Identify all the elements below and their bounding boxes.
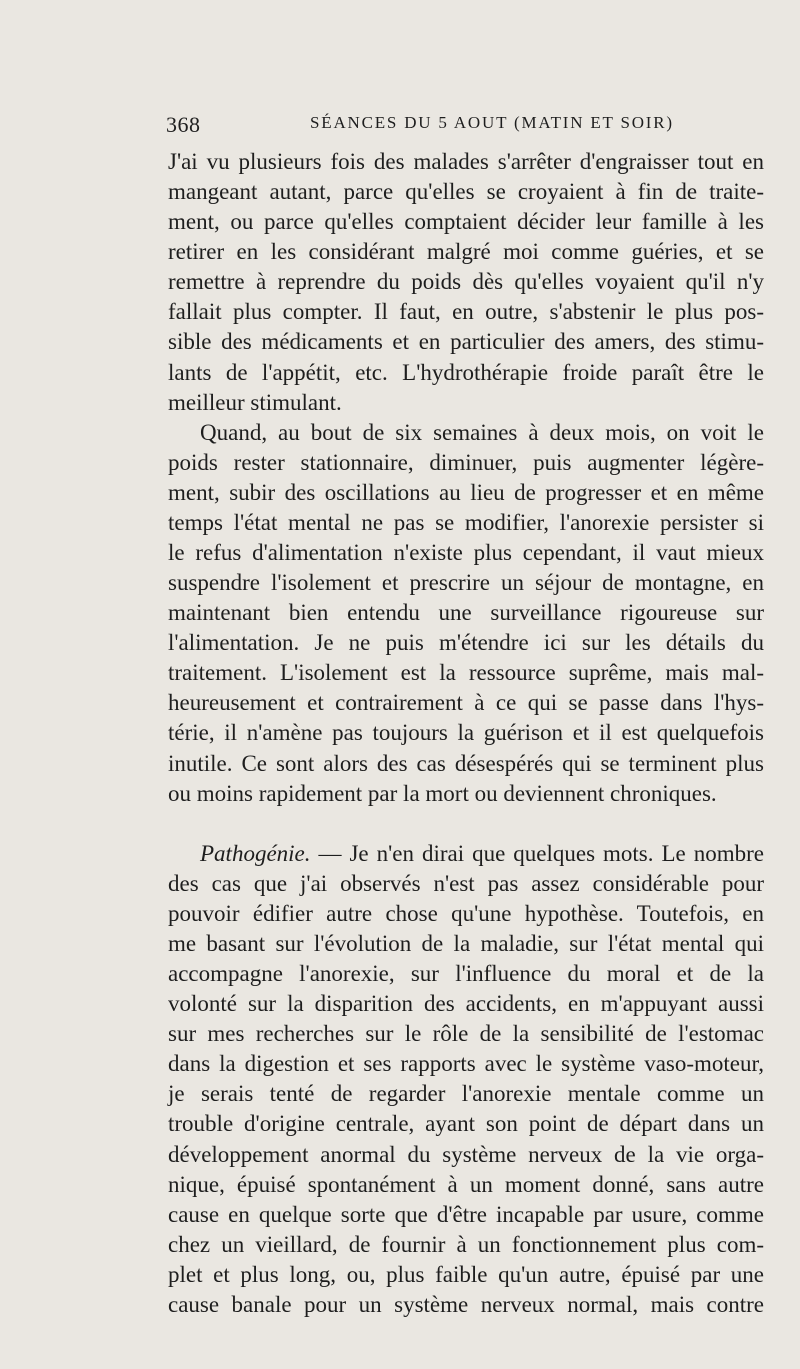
- text-line: térie, il n'amène pas toujours la guérison et il est quelquefois: [168, 720, 764, 746]
- text-line: volonté sur la disparition des accidents, en m'appuyant aussi: [168, 991, 764, 1017]
- text-line: maintenant bien entendu une surveillance rigoureuse sur: [168, 600, 764, 626]
- text-line: fallait plus compter. Il faut, en outre, s'abstenir le plus pos-: [168, 299, 764, 325]
- text-line: dans la digestion et ses rapports avec le système vaso-moteur,: [168, 1051, 764, 1077]
- text-line: pouvoir édifier autre chose qu'une hypothèse. Toutefois, en: [168, 900, 764, 926]
- text-line: temps l'état mental ne pas se modifier, l'anorexie persister si: [168, 509, 764, 535]
- text-line: traitement. L'isolement est la ressource suprême, mais mal-: [168, 660, 764, 686]
- text-line: je serais tenté de regarder l'anorexie mentale comme un: [168, 1081, 764, 1107]
- text-line: [168, 839, 764, 869]
- text-line: développement anormal du système nerveux de la vie orga-: [168, 1141, 764, 1167]
- text-line: remettre à reprendre du poids dès qu'elles voyaient qu'il n'y: [168, 269, 764, 295]
- text-line: le refus d'alimentation n'existe plus cependant, il vaut mieux: [168, 540, 764, 566]
- text-line: nique, épuisé spontanément à un moment donné, sans autre: [168, 1171, 764, 1197]
- text-line: ment, ou parce qu'elles comptaient décider leur famille à les: [168, 209, 764, 235]
- text-line: ment, subir des oscillations au lieu de progresser et en même: [168, 479, 764, 505]
- text-line: meilleur stimulant.: [168, 389, 342, 415]
- text-line: l'alimentation. Je ne puis m'étendre ici sur les détails du: [168, 630, 764, 656]
- text-line: heureusement et contrairement à ce qui se passe dans l'hys-: [168, 690, 764, 716]
- paragraph-3: [168, 839, 764, 1320]
- text-line: cause banale pour un système nerveux normal, mais contre: [168, 1291, 764, 1317]
- text-line: trouble d'origine centrale, ayant son point de départ dans un: [168, 1111, 764, 1137]
- text-line: chez un vieillard, de fournir à un fonctionnement plus com-: [168, 1231, 764, 1257]
- text-line: me basant sur l'évolution de la maladie, sur l'état mental qui: [168, 930, 764, 956]
- page-header: [166, 112, 766, 142]
- body-text: [168, 147, 764, 1320]
- text-line: ou moins rapidement par la mort ou deviennent chroniques.: [168, 780, 717, 806]
- text-line: retirer en les considérant malgré moi comme guéries, et se: [168, 239, 764, 265]
- running-head: SÉANCES DU 5 AOUT (MATIN ET SOIR): [310, 113, 674, 132]
- section-heading: Pathogénie.: [200, 840, 311, 866]
- section-gap: [168, 809, 764, 839]
- text-line: suspendre l'isolement et prescrire un séjour de montagne, en: [168, 570, 764, 596]
- text-line: des cas que j'ai observés n'est pas assez considérable pour: [168, 870, 764, 896]
- text-line: plet et plus long, ou, plus faible qu'un autre, épuisé par une: [168, 1261, 764, 1287]
- text-line: poids rester stationnaire, diminuer, puis augmenter légère-: [168, 449, 764, 475]
- paragraph-1: [168, 147, 764, 418]
- text-line: accompagne l'anorexie, sur l'influence du moral et de la: [168, 961, 764, 987]
- text-line: sur mes recherches sur le rôle de la sensibilité de l'estomac: [168, 1021, 764, 1047]
- paragraph-2: [168, 418, 764, 809]
- page-number: 368: [166, 112, 201, 137]
- text-line: sible des médicaments et en particulier des amers, des stimu-: [168, 329, 764, 355]
- text-line: Quand, au bout de six semaines à deux mois, on voit le: [200, 419, 764, 445]
- text-line: mangeant autant, parce qu'elles se croyaient à fin de traite-: [168, 179, 764, 205]
- text-line: lants de l'appétit, etc. L'hydrothérapie froide paraît être le: [168, 359, 764, 385]
- heading-continuation: — Je n'en dirai que quelques mots. Le nombre: [310, 840, 764, 866]
- text-line: inutile. Ce sont alors des cas désespérés qui se terminent plus: [168, 750, 764, 776]
- text-line: J'ai vu plusieurs fois des malades s'arrêter d'engraisser tout en: [168, 149, 764, 174]
- text-line: cause en quelque sorte que d'être incapable par usure, comme: [168, 1201, 764, 1227]
